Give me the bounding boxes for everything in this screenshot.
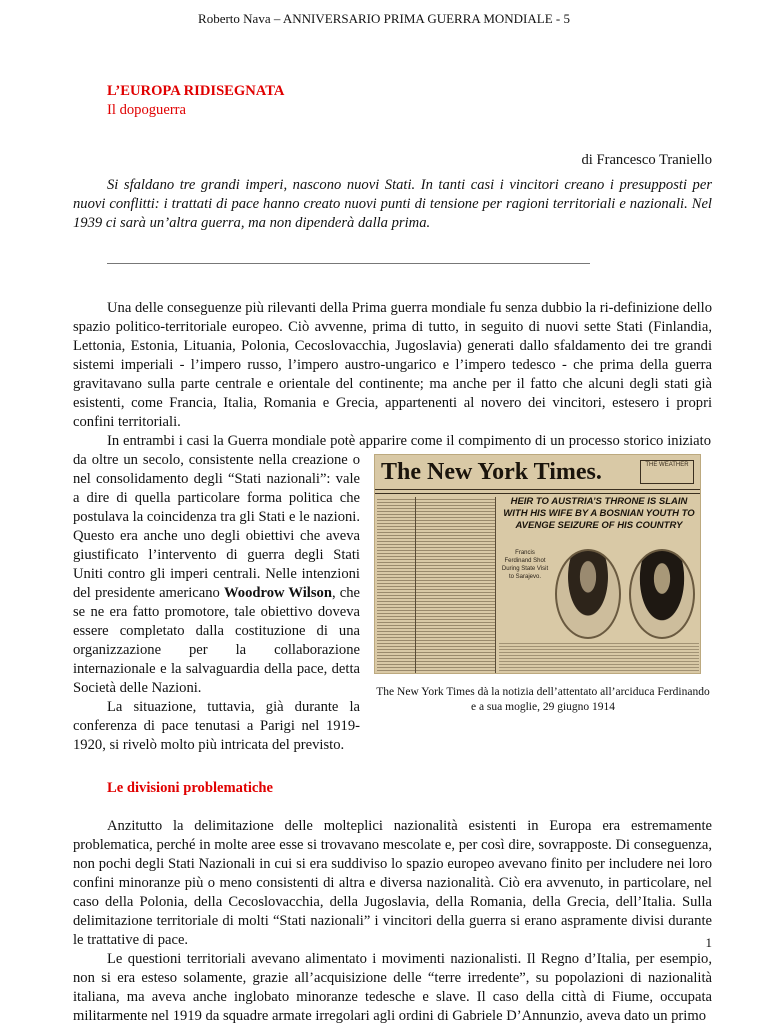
figure-caption: The New York Times dà la notizia dell’attentato all’arciduca Ferdinando e a sua moglie, 29 giugno 1914: [376, 686, 710, 713]
paragraph: Una delle conseguenze più rilevanti della Prima guerra mondiale fu senza dubbio la ri-definizione dello spazio politico-territoriale europeo. Ciò avvenne, prima di tutto, in seguito di nuovi sette Stati (Finlandia, Lettonia, Estonia, Lituania, Polonia, Cecoslovacchia, Jugoslavia) generati dallo sfaldamento dei tre grandi sistemi imperiali - l’impero russo, l’impero austro-ungarico e l’impero tedesco - che prima della guerra gravitavano sulla parte centrale e orientale del continente; ma anche per il fatto che alcuni degli stati già esistenti, come Francia, Italia, Romania e Grecia, appartenenti al novero dei vincitori, estesero i propri confini territoriali.: [73, 300, 712, 430]
figure: [374, 454, 712, 715]
newspaper-headline: HEIR TO AUSTRIA’S THRONE IS SLAIN WITH HIS WIFE BY A BOSNIAN YOUTH TO AVENGE SEIZURE OF HIS COUNTRY: [503, 496, 695, 531]
page-number: 1: [705, 935, 712, 950]
dateline-rule: [375, 489, 700, 494]
paragraph: Anzitutto la delimitazione delle molteplici nazionalità esistenti in Europa era estremamente problematica, perché in molte aree esse si trovavano mescolate e, per così dire, sovrapposte. Di conseguenza, non pochi degli Stati Nazionali in cui si era suddiviso lo spazio europeo avevano finito per includere nei loro confini minoranze più o meno consistenti di altra e diversa nazionalità. Ciò era avvenuto, in particolare, nel caso della Polonia, della Cecoslovacchia, della Jugoslavia, della Romania, della Grecia, dell’Italia. Sulla delimitazione territoriale di molti “Stati nazionali” i vincitori della guerra si erano aspramente divisi durante le trattative di pace.: [73, 818, 712, 948]
article-lead: Si sfaldano tre grandi imperi, nascono nuovi Stati. In tanti casi i vincitori creano i presupposti per nuovi conflitti: i trattati di pace hanno creato nuovi punti di tensione per ragioni territoriali e nazionali. Nel 1939 ci sarà un’altra guerra, ma non dipenderà dalla prima.: [73, 177, 712, 231]
article-author: di Francesco Traniello: [581, 152, 712, 168]
article-body: [73, 299, 712, 755]
newspaper-columns: [499, 641, 699, 673]
column-rule: [415, 497, 416, 673]
weather-box: THE WEATHER: [640, 460, 694, 484]
text: In entrambi i casi la Guerra mondiale potè apparire come il compimento di un processo storico iniziato da oltre un secolo, consistente nella creazione o nel consolidamento degli “Stati nazionali”: vale a dire di quella particolare forma politica che postulava la coincidenza tra gli Stati e le nazioni. Questo era anche uno degli obiettivi che aveva giustificato l’intervento di guerra degli Stati Uniti contro gli imperi centrali. Nelle intenzioni del presidente americano: [73, 433, 711, 601]
newspaper-masthead: The New York Times.: [381, 459, 602, 485]
newspaper-subhead: Francis Ferdinand Shot During State Visit to Sarajevo.: [501, 550, 549, 580]
newspaper-columns: [377, 497, 495, 673]
article-title: L’EUROPA RIDISEGNATA: [107, 83, 285, 99]
portrait-archduke: [555, 549, 621, 639]
page-header: Roberto Nava – ANNIVERSARIO PRIMA GUERRA MONDIALE - 5: [198, 11, 570, 26]
paragraph: [73, 432, 712, 713]
paragraph: Le questioni territoriali avevano alimentato i movimenti nazionalisti. Il Regno d’Italia, per esempio, non si era esteso solamente, grazie all’acquisizione delle “terre irredente”, su popolazioni di nazionalità italiana, ma aveva anche inglobato minoranze tedesche e slave. Il caso della città di Fiume, occupata militarmente nel 1919 da squadre armate irregolari agli ordini di Gabriele D’Annunzio, aveva dato un primo: [73, 951, 712, 1024]
newspaper-image: [374, 454, 701, 674]
column-rule: [495, 497, 496, 673]
article: [73, 82, 712, 1026]
bold-name: Woodrow Wilson: [224, 585, 332, 601]
article-subtitle: Il dopoguerra: [107, 102, 187, 118]
divider: [107, 263, 590, 264]
section-body: [73, 817, 712, 1026]
portrait-duchess: [629, 549, 695, 639]
text: , che se ne era fatto promotore, tale obiettivo doveva essere completato dalla costituzione di una organizzazione per la collaborazione internazionale e la salvaguardia della pace, detta Società delle Nazioni.: [73, 585, 361, 696]
paragraph: La situazione, tuttavia, già durante la conferenza di pace tenutasi a Parigi nel 1919-1920, si rivelò molto più intricata del previsto.: [73, 699, 360, 753]
section-title: Le divisioni problematiche: [107, 780, 273, 796]
